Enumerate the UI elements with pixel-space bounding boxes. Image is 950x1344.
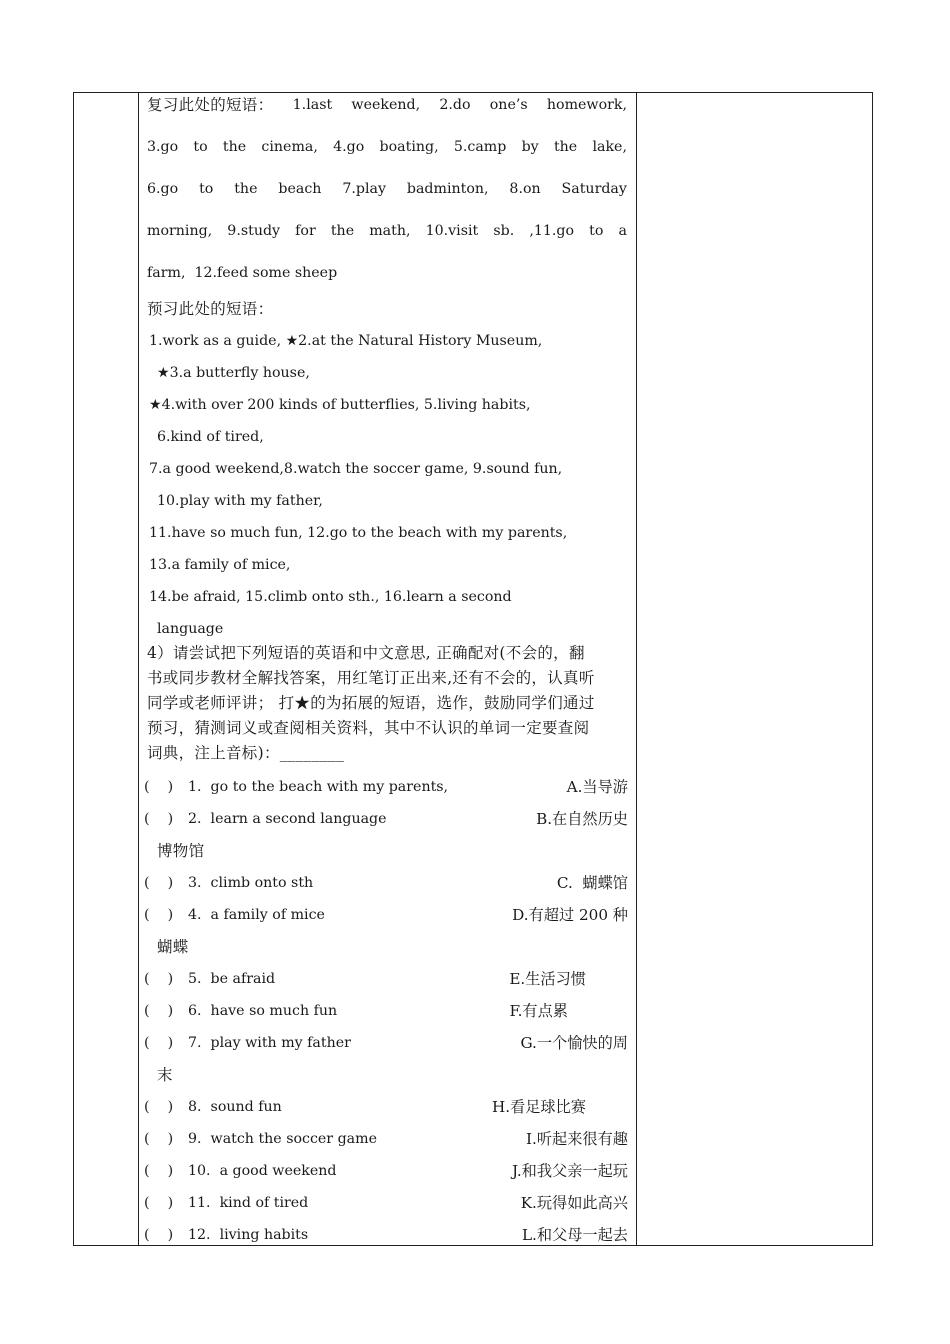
preview-line-2: ★3.a butterfly house, xyxy=(157,365,310,381)
instruction-line-4: 预习，猜测词义或查阅相关资料，其中不认识的单词一定要查阅 xyxy=(147,719,590,737)
matching-item-7: ( ) 7. play with my father G.一个愉快的周 xyxy=(144,1034,628,1052)
column-divider-right xyxy=(636,93,637,1245)
matching-item-4: ( ) 4. a family of mice D.有超过 200 种 xyxy=(144,906,628,924)
star-icon: ★ xyxy=(157,365,170,381)
answer-blank[interactable]: ( ) xyxy=(144,811,174,827)
matching-item-10: ( ) 10. a good weekend J.和我父亲一起玩 xyxy=(144,1162,628,1180)
preview-line-4: 6.kind of tired, xyxy=(157,429,264,445)
matching-item-11: ( ) 11. kind of tired K.玩得如此高兴 xyxy=(144,1194,628,1212)
matching-item-3: ( ) 3. climb onto sth C. 蝴蝶馆 xyxy=(144,874,628,892)
review-line-4: morning, 9.study for the math, 10.visit sb. ,11.go to a xyxy=(147,223,627,239)
answer-blank[interactable]: ( ) xyxy=(144,1195,174,1211)
preview-line-7: 11.have so much fun, 12.go to the beach with my parents, xyxy=(149,525,568,541)
column-divider-left xyxy=(138,93,139,1245)
instruction-line-2: 书或同步教材全解找答案，用红笔订正出来,还有不会的，认真听 xyxy=(147,669,595,687)
preview-line-6: 10.play with my father, xyxy=(157,493,323,509)
preview-line-5: 7.a good weekend,8.watch the soccer game, 9.sound fun, xyxy=(149,461,563,477)
answer-blank[interactable]: ( ) xyxy=(144,971,174,987)
matching-item-5: ( ) 5. be afraid E.生活习惯 xyxy=(144,970,586,988)
matching-item-1: ( ) 1. go to the beach with my parents, A.当导游 xyxy=(144,778,628,796)
star-icon: ★ xyxy=(285,333,299,349)
answer-blank[interactable]: ( ) xyxy=(144,1227,174,1243)
matching-item-2: ( ) 2. learn a second language B.在自然历史 xyxy=(144,810,628,828)
preview-line-1: 1.work as a guide, ★2.at the Natural History Museum, xyxy=(149,333,543,349)
answer-blank[interactable]: ( ) xyxy=(144,1131,174,1147)
review-line-5: farm, 12.feed some sheep xyxy=(147,265,338,281)
preview-line-9: 14.be afraid, 15.climb onto sth., 16.learn a second xyxy=(149,589,512,605)
answer-blank[interactable]: ( ) xyxy=(144,1163,174,1179)
answer-blank[interactable]: ( ) xyxy=(144,907,174,923)
preview-line-8: 13.a family of mice, xyxy=(149,557,291,573)
preview-line-3: ★4.with over 200 kinds of butterflies, 5.living habits, xyxy=(149,397,531,413)
matching-item-9: ( ) 9. watch the soccer game I.听起来很有趣 xyxy=(144,1130,628,1148)
instruction-line-1: 4）请尝试把下列短语的英语和中文意思, 正确配对(不会的，翻 xyxy=(147,644,585,662)
review-line-1: 复习此处的短语： 1.last weekend, 2.do one’s homework, xyxy=(147,96,627,114)
answer-blank[interactable]: ( ) xyxy=(144,1099,174,1115)
star-icon: ★ xyxy=(149,397,162,413)
answer-blank[interactable]: ( ) xyxy=(144,1035,174,1051)
matching-item-6: ( ) 6. have so much fun F.有点累 xyxy=(144,1002,568,1020)
answer-blank[interactable]: ( ) xyxy=(144,1003,174,1019)
instruction-line-5: 词典，注上音标)：________ xyxy=(147,744,345,762)
review-heading: 复习此处的短语： xyxy=(147,96,274,114)
preview-heading: 预习此处的短语： xyxy=(147,300,274,318)
matching-item-12: ( ) 12. living habits L.和父母一起去 xyxy=(144,1226,628,1244)
answer-blank[interactable]: ( ) xyxy=(144,875,174,891)
middle-column-content xyxy=(144,92,632,1246)
review-line-3: 6.go to the beach 7.play badminton, 8.on Saturday xyxy=(147,181,627,197)
matching-wrap-b: 博物馆 xyxy=(157,842,205,860)
answer-blank[interactable]: ( ) xyxy=(144,779,174,795)
instruction-line-3: 同学或老师评讲； 打★的为拓展的短语，选作，鼓励同学们通过 xyxy=(147,694,595,712)
matching-item-8: ( ) 8. sound fun H.看足球比赛 xyxy=(144,1098,586,1116)
review-line-2: 3.go to the cinema, 4.go boating, 5.camp by the lake, xyxy=(147,139,627,155)
preview-line-10: language xyxy=(157,621,224,637)
matching-wrap-g: 末 xyxy=(157,1066,173,1084)
matching-wrap-d: 蝴蝶 xyxy=(157,938,189,956)
